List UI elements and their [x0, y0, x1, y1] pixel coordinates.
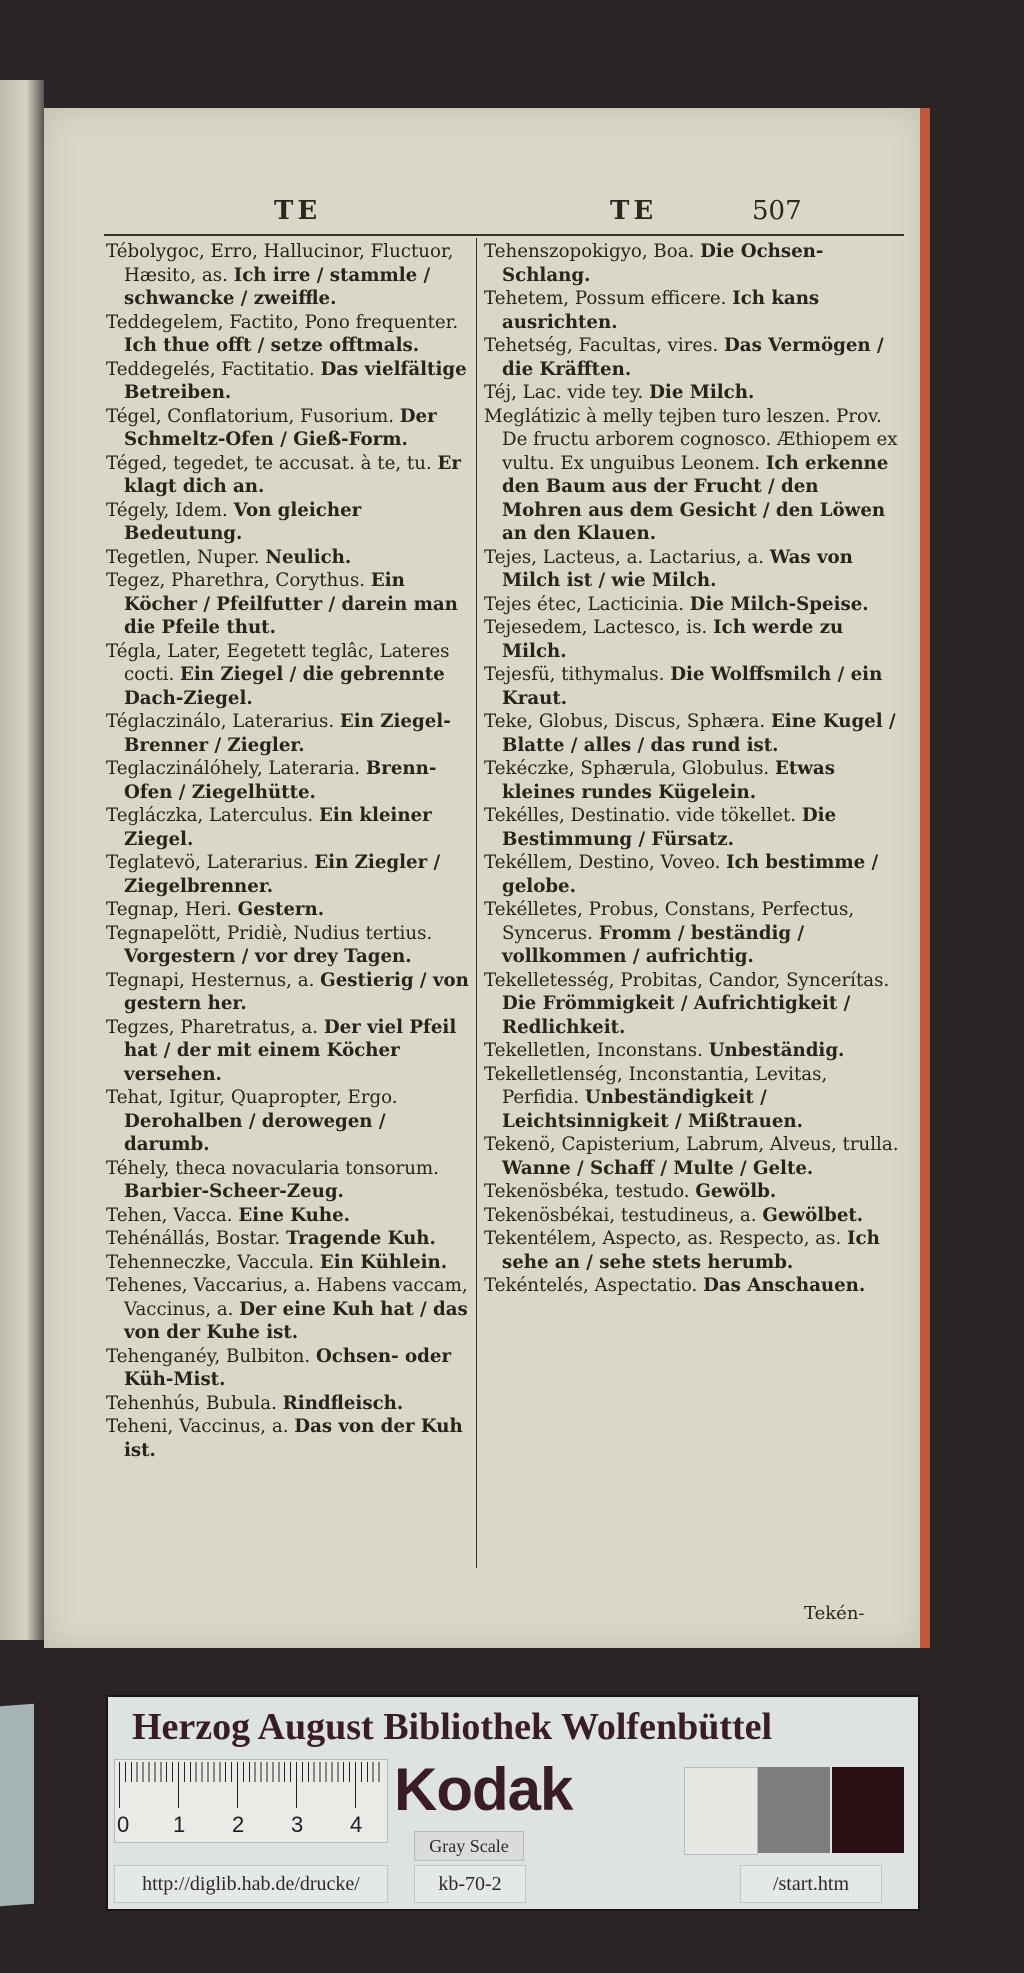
entry-headword: Tegnap, Heri.	[106, 899, 232, 920]
entry-german-gloss: Ein Kühlein.	[319, 1251, 448, 1273]
dictionary-entry	[106, 1415, 474, 1462]
entry-german-gloss: Unbeständigkeit / Leichtsinnigkeit / Mißtrauen.	[502, 1087, 803, 1132]
ruler-label: 0	[117, 1812, 130, 1837]
entry-headword: Tekelletesség, Probitas, Candor, Syncerítas.	[484, 969, 890, 991]
ruler-label: 2	[232, 1812, 245, 1837]
dictionary-entry	[106, 922, 474, 969]
entry-german-gloss: Ich erkenne den Baum aus der Frucht / den Mohren aus dem Gesicht / den Löwen an den Klauen.	[502, 452, 889, 544]
entry-german-gloss: Gestern.	[237, 899, 325, 920]
entry-german-gloss: Rindfleisch.	[282, 1392, 404, 1414]
swatch-black	[832, 1767, 904, 1853]
dictionary-entry	[484, 898, 904, 969]
entry-german-gloss: Die Ochsen-Schlang.	[502, 241, 824, 286]
entry-german-gloss: Ich bestimme / gelobe.	[502, 852, 879, 897]
entry-headword: Tejes étec, Lacticinia.	[484, 593, 684, 615]
dictionary-entry	[106, 1251, 474, 1275]
entry-headword: Tegnapi, Hesternus, a.	[106, 969, 315, 991]
dictionary-entry	[484, 240, 904, 287]
entry-german-gloss: Etwas kleines rundes Kügelein.	[502, 758, 835, 803]
dictionary-entry	[106, 499, 474, 546]
entry-german-gloss: Ein kleiner Ziegel.	[124, 805, 432, 850]
entry-headword: Tehenganéy, Bulbiton.	[106, 1345, 311, 1367]
ruler-label: 1	[173, 1812, 186, 1837]
ruler-major-tick	[119, 1762, 120, 1808]
entry-headword: Teglatevö, Laterarius.	[106, 852, 309, 873]
left-column	[106, 240, 474, 1462]
entry-german-gloss: Er klagt dich an.	[124, 452, 461, 497]
entry-headword: Tehen, Vacca.	[106, 1204, 233, 1226]
ruler-major-tick	[355, 1762, 356, 1808]
dictionary-entry	[484, 1180, 904, 1204]
dictionary-entry	[106, 240, 474, 311]
entry-headword: Tekéczke, Sphærula, Globulus.	[484, 758, 770, 779]
calibration-target	[106, 1695, 920, 1911]
entry-german-gloss: Die Milch.	[649, 382, 755, 403]
swatch-gray	[758, 1767, 830, 1853]
ruler-major-tick	[178, 1762, 179, 1808]
spine-label	[0, 1704, 34, 1906]
running-head-right: TE	[610, 196, 658, 226]
entry-german-gloss: Tragende Kuh.	[285, 1228, 436, 1249]
entry-german-gloss: Fromm / beständig / vollkommen / aufrichtig.	[502, 922, 805, 967]
entry-headword: Teheni, Vaccinus, a.	[106, 1416, 289, 1437]
dictionary-entry	[106, 804, 474, 851]
entry-german-gloss: Ein Ziegel / die gebrennte Dach-Ziegel.	[124, 664, 445, 709]
entry-headword: Teke, Globus, Discus, Sphæra.	[484, 711, 766, 732]
catchword: Tekén-	[804, 1603, 865, 1624]
entry-headword: Tekélles, Destinatio. vide tökellet.	[484, 805, 797, 826]
entry-german-gloss: Eine Kugel / Blatte / alles / das rund ist.	[502, 711, 896, 756]
entry-german-gloss: Brenn-Ofen / Ziegelhütte.	[124, 758, 437, 803]
ruler-major-tick	[296, 1762, 297, 1808]
entry-headword: Tekelletlen, Inconstans.	[484, 1040, 703, 1061]
swatch-white	[684, 1767, 758, 1855]
entry-german-gloss: Der Schmeltz-Ofen / Gieß-Form.	[124, 405, 437, 450]
entry-headword: Tegez, Pharethra, Corythus.	[106, 570, 366, 591]
dictionary-entry	[106, 1392, 474, 1416]
dictionary-entry	[106, 710, 474, 757]
entry-headword: Tébolygoc, Erro, Hallucinor, Fluctuor, Hæsito, as.	[106, 241, 454, 286]
entry-headword: Tegláczka, Laterculus.	[106, 805, 314, 826]
entry-german-gloss: Neulich.	[265, 546, 352, 568]
dictionary-entry	[106, 1274, 474, 1345]
dictionary-entry	[484, 334, 904, 381]
entry-german-gloss: Der eine Kuh hat / das von der Kuhe ist.	[124, 1298, 468, 1343]
dictionary-entry	[484, 969, 904, 1040]
entry-headword: Tehenneczke, Vaccula.	[106, 1251, 315, 1273]
entry-german-gloss: Der viel Pfeil hat / der mit einem Köcher versehen.	[124, 1016, 457, 1085]
dictionary-entry	[484, 1227, 904, 1274]
dictionary-entry	[484, 1274, 904, 1298]
dictionary-entry	[106, 1086, 474, 1157]
entry-headword: Tégel, Conflatorium, Fusorium.	[106, 405, 394, 427]
dictionary-entry	[484, 593, 904, 617]
ruler-label: 4	[350, 1812, 363, 1837]
entry-german-gloss: Ein Ziegler / Ziegelbrenner.	[124, 852, 441, 897]
entry-headword: Teglaczinálóhely, Lateraria.	[106, 758, 361, 779]
entry-german-gloss: Das Vermögen / die Kräfften.	[502, 335, 884, 380]
entry-german-gloss: Das von der Kuh ist.	[124, 1416, 463, 1461]
entry-german-gloss: Gewölbet.	[762, 1204, 864, 1226]
book-page	[44, 108, 924, 1648]
entry-headword: Tekéntelés, Aspectatio.	[484, 1275, 698, 1296]
entry-german-gloss: Derohalben / derowegen / darumb.	[124, 1110, 386, 1155]
entry-german-gloss: Die Frömmigkeit / Aufrichtigkeit / Redlichkeit.	[502, 993, 851, 1038]
page-number: 507	[752, 196, 802, 226]
dictionary-entry	[484, 381, 904, 405]
entry-german-gloss: Ochsen- oder Küh-Mist.	[124, 1345, 452, 1390]
entry-headword: Téglaczinálo, Laterarius.	[106, 711, 335, 732]
entry-headword: Tegetlen, Nuper.	[106, 546, 260, 568]
dictionary-entry	[106, 358, 474, 405]
entry-german-gloss: Gestierig / von gestern her.	[124, 969, 469, 1014]
entry-german-gloss: Ich thue offt / setze offtmals.	[124, 335, 420, 356]
entry-headword: Tekenösbékai, testudineus, a.	[484, 1204, 757, 1226]
entry-headword: Tekenö, Capisterium, Labrum, Alveus, trulla.	[484, 1134, 899, 1155]
dictionary-entry	[484, 757, 904, 804]
dictionary-entry	[106, 757, 474, 804]
dictionary-entry	[106, 311, 474, 358]
dictionary-entry	[484, 1204, 904, 1228]
entry-headword: Tejes, Lacteus, a. Lactarius, a.	[484, 546, 764, 568]
column-divider	[476, 238, 477, 1568]
dictionary-entry	[106, 1204, 474, 1228]
right-column	[484, 240, 904, 1298]
entry-headword: Tekelletlenség, Inconstantia, Levitas, Perfidia.	[484, 1063, 828, 1108]
running-head-left: TE	[274, 196, 322, 226]
dictionary-entry	[106, 546, 474, 570]
dictionary-entry	[484, 1039, 904, 1063]
entry-headword: Tekéllem, Destino, Voveo.	[484, 852, 721, 873]
gray-scale-label: Gray Scale	[414, 1831, 524, 1861]
dictionary-entry	[106, 851, 474, 898]
dictionary-entry	[484, 1063, 904, 1134]
dictionary-entry	[106, 1227, 474, 1251]
entry-german-gloss: Die Bestimmung / Fürsatz.	[502, 805, 837, 850]
dictionary-entry	[106, 1345, 474, 1392]
entry-german-gloss: Die Wolffsmilch / ein Kraut.	[502, 664, 883, 709]
dictionary-entry	[484, 663, 904, 710]
entry-german-gloss: Das vielfältige Betreiben.	[124, 358, 467, 403]
entry-headword: Téhely, theca novacularia tonsorum.	[106, 1157, 439, 1179]
shelfmark: kb-70-2	[414, 1865, 526, 1903]
ruler-major-tick	[237, 1762, 238, 1808]
entry-headword: Téj, Lac. vide tey.	[484, 382, 644, 403]
entry-german-gloss: Was von Milch ist / wie Milch.	[502, 546, 853, 591]
url-prefix: http://diglib.hab.de/drucke/	[114, 1865, 388, 1903]
entry-headword: Tehenszopokigyo, Boa.	[484, 241, 695, 262]
entry-german-gloss: Unbeständig.	[708, 1040, 845, 1061]
entry-headword: Tégla, Later, Eegetett teglâc, Lateres cocti.	[106, 640, 450, 685]
entry-headword: Tekenösbéka, testudo.	[484, 1181, 690, 1202]
kodak-logo: Kodak	[394, 1756, 573, 1823]
entry-headword: Tehetség, Facultas, vires.	[484, 335, 719, 356]
dictionary-entry	[484, 1133, 904, 1180]
dictionary-entry	[106, 640, 474, 711]
entry-headword: Tekélletes, Probus, Constans, Perfectus, Syncerus.	[484, 899, 855, 944]
entry-headword: Tehenhús, Bubula.	[106, 1392, 277, 1414]
entry-german-gloss: Wanne / Schaff / Multe / Gelte.	[502, 1157, 814, 1179]
entry-german-gloss: Das Anschauen.	[703, 1275, 866, 1296]
dictionary-entry	[106, 898, 474, 922]
dictionary-entry	[484, 804, 904, 851]
dictionary-entry	[484, 851, 904, 898]
entry-german-gloss: Ich sehe an / sehe stets herumb.	[502, 1228, 880, 1273]
entry-headword: Tejesfü, tithymalus.	[484, 664, 665, 685]
entry-german-gloss: Die Milch-Speise.	[689, 593, 869, 615]
entry-german-gloss: Ein Köcher / Pfeilfutter / darein man die Pfeile thut.	[124, 570, 458, 638]
dictionary-entry	[106, 569, 474, 640]
entry-german-gloss: Von gleicher Bedeutung.	[124, 499, 362, 544]
entry-headword: Tehetem, Possum efficere.	[484, 288, 727, 309]
entry-german-gloss: Ich kans ausrichten.	[502, 288, 820, 333]
scale-ruler	[114, 1759, 388, 1843]
entry-headword: Tehénállás, Bostar.	[106, 1228, 281, 1249]
dictionary-entry	[106, 405, 474, 452]
entry-german-gloss: Gewölb.	[695, 1181, 777, 1202]
entry-headword: Tehat, Igitur, Quapropter, Ergo.	[106, 1087, 398, 1108]
dictionary-entry	[484, 546, 904, 593]
adjacent-page-edge	[0, 80, 44, 1640]
dictionary-entry	[106, 1016, 474, 1087]
dictionary-entry	[484, 616, 904, 663]
entry-german-gloss: Barbier-Scheer-Zeug.	[124, 1181, 344, 1202]
institution-name: Herzog August Bibliothek Wolfenbüttel	[132, 1706, 773, 1748]
header-rule	[104, 234, 904, 236]
entry-headword: Meglátizic à melly tejben turo leszen. Prov. De fructu arborem cognosco. Æthiopem ex vultu. Ex unguibus Leonem.	[484, 405, 898, 474]
entry-headword: Tehenes, Vaccarius, a. Habens vaccam, Vaccinus, a.	[106, 1275, 468, 1320]
entry-headword: Teddegelem, Factito, Pono frequenter.	[106, 311, 459, 333]
dictionary-entry	[106, 452, 474, 499]
dictionary-entry	[484, 710, 904, 757]
entry-headword: Téged, tegedet, te accusat. à te, tu.	[106, 452, 432, 474]
entry-headword: Tejesedem, Lactesco, is.	[484, 617, 708, 638]
dictionary-entry	[106, 1157, 474, 1204]
entry-headword: Tegnapelött, Pridiè, Nudius tertius.	[106, 922, 433, 944]
entry-german-gloss: Ich irre / stammle / schwancke / zweiffle.	[124, 264, 431, 309]
dictionary-entry	[484, 287, 904, 334]
dictionary-entry	[484, 405, 904, 546]
ruler-minor-ticks	[119, 1762, 383, 1808]
entry-german-gloss: Vorgestern / vor drey Tagen.	[124, 946, 412, 967]
dictionary-entry	[106, 969, 474, 1016]
red-page-edge	[920, 108, 930, 1648]
entry-headword: Tegzes, Pharetratus, a.	[106, 1016, 319, 1038]
url-suffix: /start.htm	[740, 1865, 882, 1903]
ruler-label: 3	[291, 1812, 304, 1837]
entry-german-gloss: Eine Kuhe.	[238, 1204, 350, 1226]
entry-headword: Tégely, Idem.	[106, 499, 228, 521]
entry-german-gloss: Ein Ziegel-Brenner / Ziegler.	[124, 711, 451, 756]
entry-headword: Tekentélem, Aspecto, as. Respecto, as.	[484, 1228, 842, 1249]
entry-german-gloss: Ich werde zu Milch.	[502, 617, 844, 662]
entry-headword: Teddegelés, Factitatio.	[106, 358, 315, 380]
running-header	[44, 196, 924, 236]
